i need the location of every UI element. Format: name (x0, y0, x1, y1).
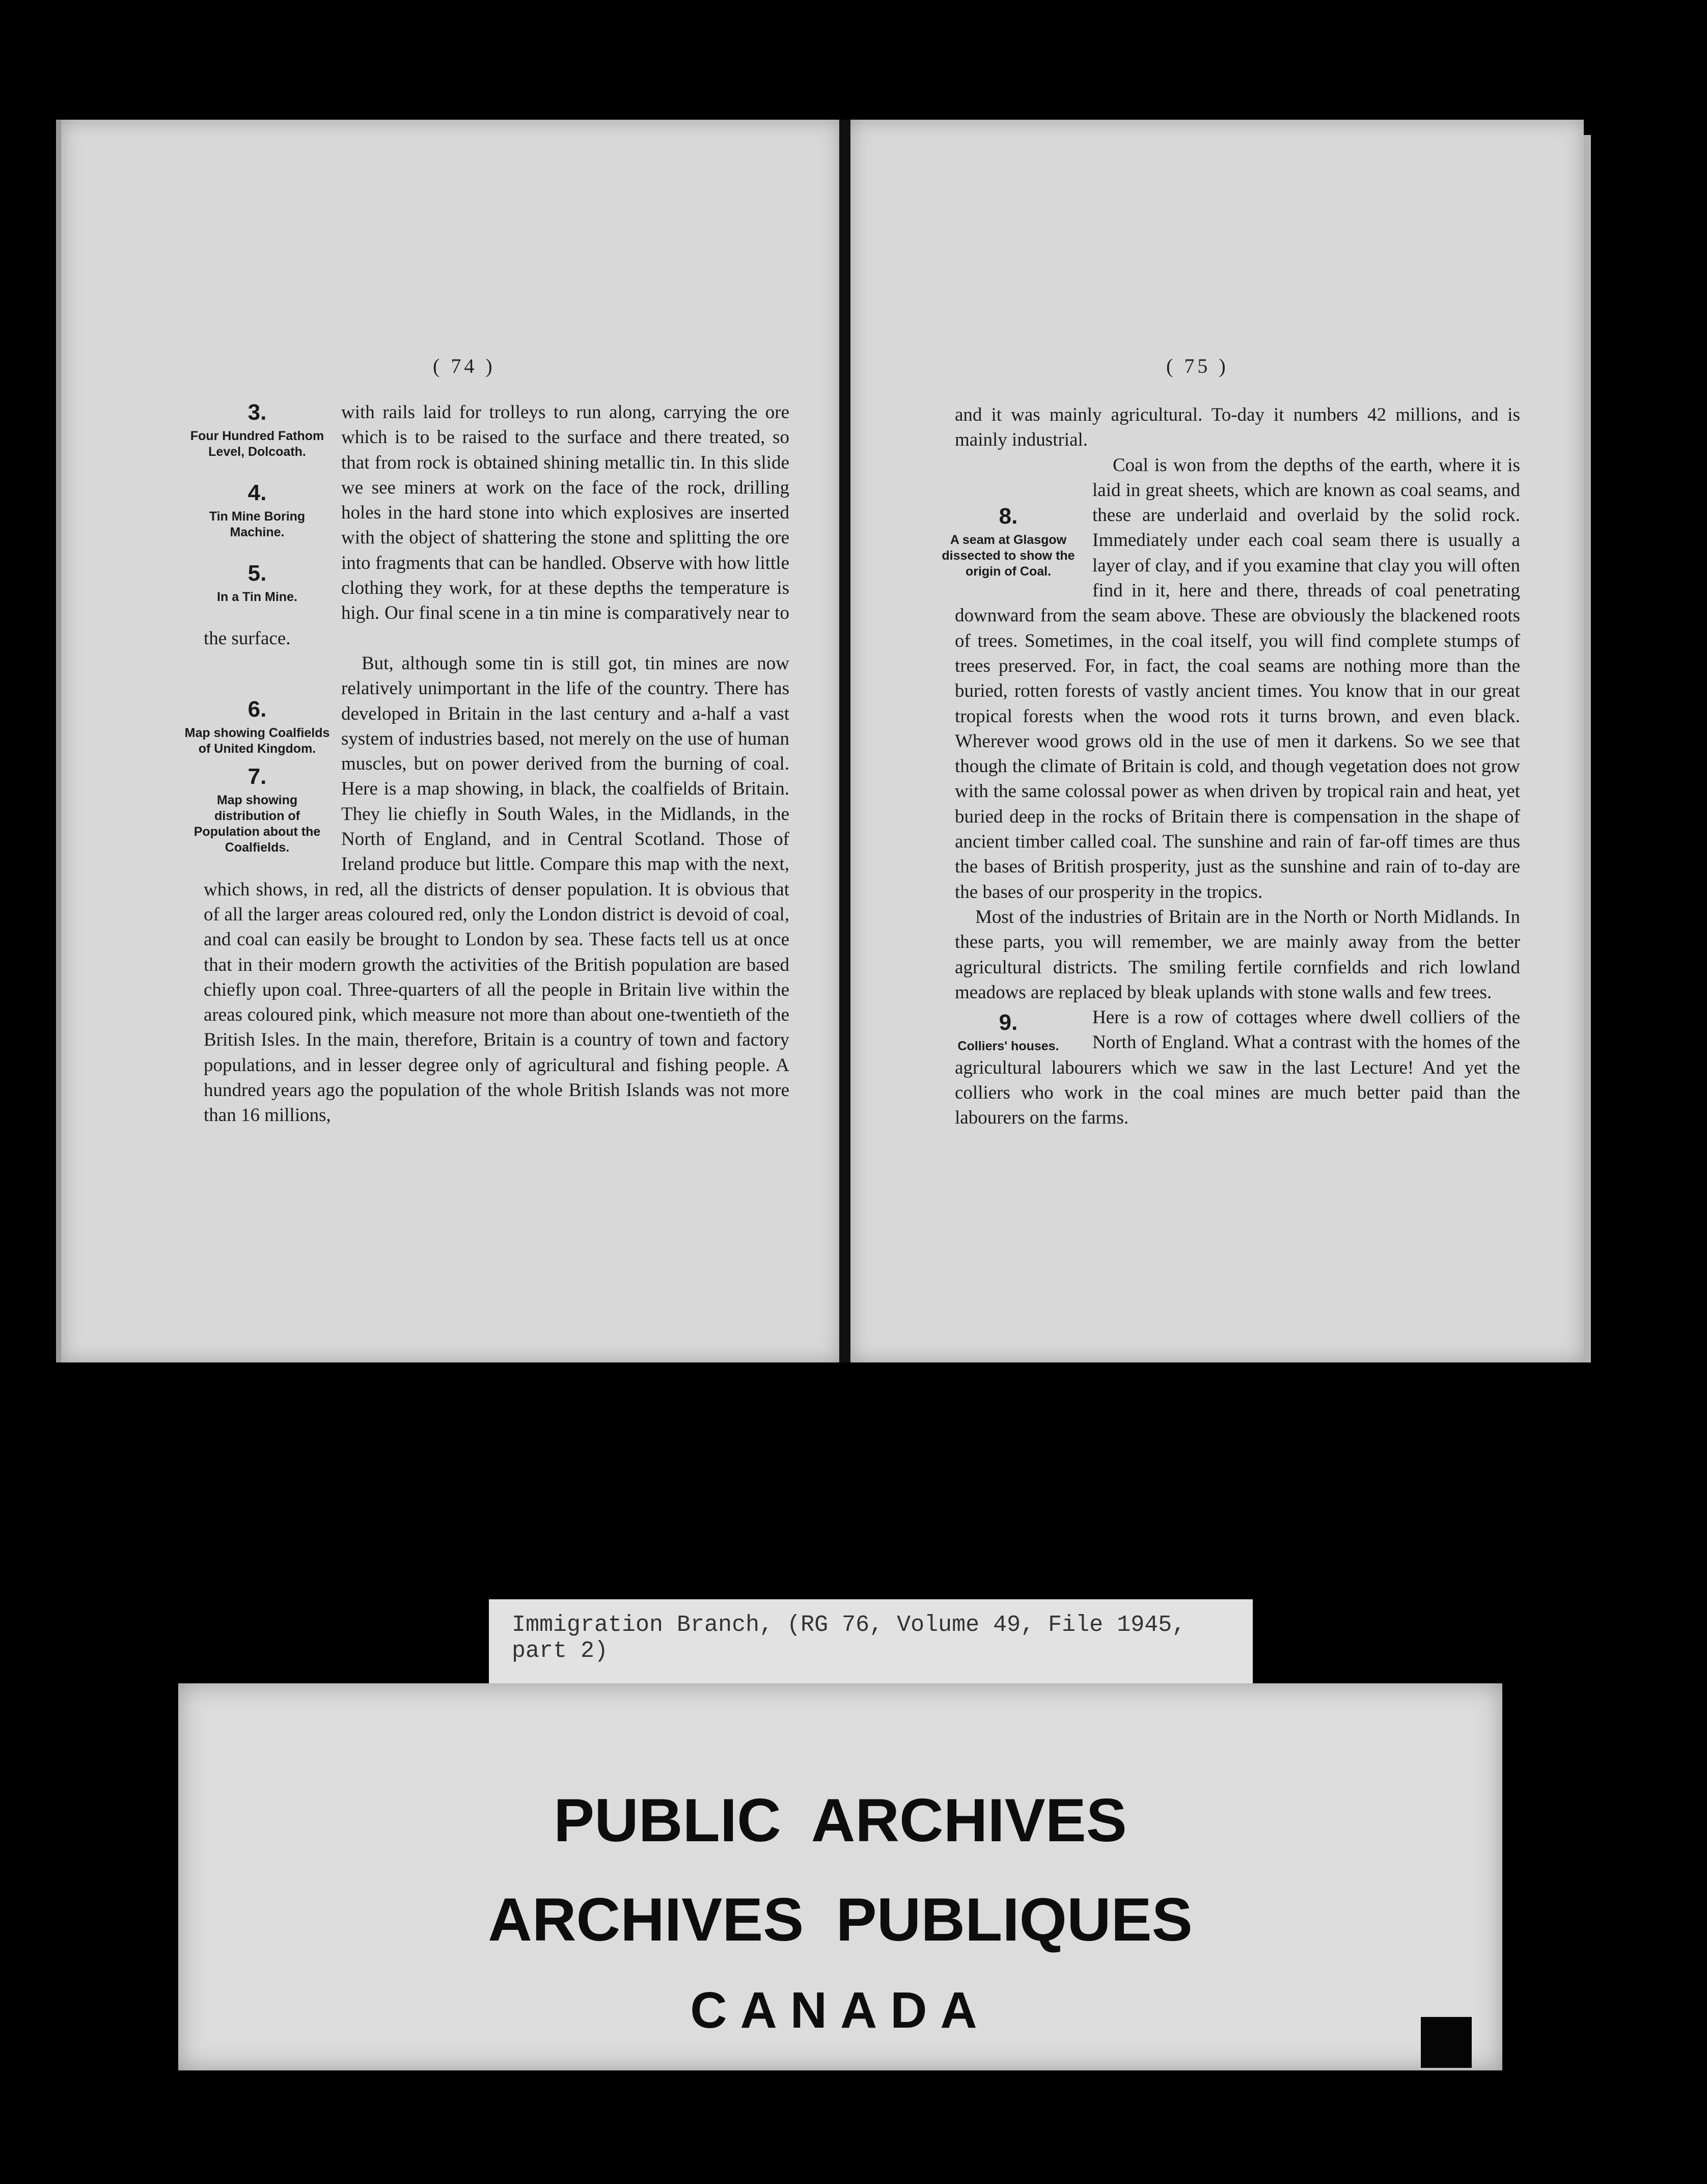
side-note-caption: Map showing Coalfields of United Kingdom. (184, 725, 330, 756)
side-note-8 (934, 504, 1082, 580)
side-note-number: 3. (247, 400, 267, 425)
archive-reference-text: Immigration Branch, (RG 76, Volume 49, File 1945, part 2) (512, 1612, 1186, 1664)
left-page (61, 120, 840, 1362)
archive-stamp-card (178, 1683, 1502, 2070)
right-page (850, 120, 1584, 1362)
right-page-text (942, 402, 1520, 1131)
paragraph: with rails laid for trolleys to run along, carrying the ore which is to be raised to the surface and there treated, so that from rock is obtained shining metallic tin. In this slide we see miners at work on the face of the rock, drilling holes in the hard stone into which explosives are inserted with the object of shattering the stone and splitting the ore into fragments that can be handled. Observe with how little clothing they work, for at these depths the temperature is high. Our final scene in a tin mine is comparatively near to the surface. (204, 402, 789, 649)
right-page-edge (1584, 135, 1591, 1362)
side-note-caption: Map showing distribution of Population about the Coalfields. (194, 793, 321, 855)
archive-title-fr: ARCHIVES PUBLIQUES (488, 1886, 1193, 1954)
side-note-caption: In a Tin Mine. (217, 590, 297, 604)
side-note-number: 4. (247, 480, 267, 505)
side-note-number: 7. (247, 763, 267, 789)
side-note-3 (183, 400, 331, 605)
side-note-number: 8. (999, 503, 1018, 529)
paragraph: and it was mainly agricultural. To-day it numbers 42 millions, and is mainly industrial. (955, 404, 1520, 451)
page-number: ( 74 ) (433, 354, 495, 377)
side-note-6 (183, 697, 331, 856)
paragraph: Coal is won from the depths of the earth, where it is laid in great sheets, which are known as coal seams, and these are underlaid and overlaid by the solid rock. Immediately under each coal seam there is usually a layer of clay, and if you examine that clay you will often find in it, here and there, threads of coal penetrating downward from the seam above. These are obviously the blackened roots of trees. Sometimes, in the coal itself, you will find complete stumps of trees preserved. For, in fact, the coal seams are nothing more than the buried, rotten forests of vastly ancient times. You know that in our great tropical forests when the wood rots it turns brown, and even black. Wherever wood grows old in the use of men it darkens. So we see that though the climate of Britain is cold, and though vegetation does not grow with the same colossal power as when driven by tropical rain and heat, yet buried deep in the rocks of Britain there is compensation in the shape of ancient timber called coal. The sunshine and rain of far-off times are thus the bases of British prosperity, just as the sunshine and rain of to-day are the bases of our prosperity in the tropics. (955, 454, 1520, 903)
side-note-9 (934, 1010, 1082, 1054)
side-note-number: 6. (247, 696, 267, 722)
paragraph: But, although some tin is still got, tin mines are now relatively unimportant in the life of the country. There has developed in Britain in the last century and a-half a vast system of industries based, not merely on the use of human muscles, but on power derived from the burning of coal. Here is a map showing, in black, the coalfields of Britain. They lie chiefly in South Wales, in the Midlands, in the North of England, and in Central Scotland. Those of Ireland produce but little. Compare this map with the next, which shows, in red, all the districts of denser population. It is obvious that of all the larger areas coloured red, only the London district is devoid of coal, and coal can easily be brought to London by sea. These facts tell us at once that in their modern growth the activities of the British population are based chiefly upon coal. Three-quarters of all the people in Britain live within the areas coloured pink, which measure not more than about one-twentieth of the British Isles. In the main, therefore, Britain is a country of town and factory populations, and in lesser degree only of agricultural and fishing people. A hundred years ago the population of the whole British Islands was not more than 16 millions, (204, 652, 789, 1126)
paragraph: Here is a row of cottages where dwell colliers of the North of England. What a contrast with the homes of the agricultural labourers which we saw in the last Lecture! And yet the colliers who work in the coal mines are much better paid than the labourers on the farms. (955, 1007, 1520, 1129)
side-note-number: 9. (999, 1010, 1018, 1035)
archive-title-en: PUBLIC ARCHIVES (554, 1786, 1127, 1854)
page-number: ( 75 ) (1166, 354, 1229, 377)
book-gutter (839, 120, 850, 1362)
corner-block (1421, 2017, 1472, 2068)
archive-country: CANADA (690, 1982, 990, 2039)
side-note-caption: Four Hundred Fathom Level, Dolcoath. (190, 429, 324, 459)
paragraph: Most of the industries of Britain are in the North or North Midlands. In these parts, you will remember, we are mainly away from the better agricultural districts. The smiling fertile cornfields and rich lowland meadows are replaced by bleak uplands with stone walls and few trees. (955, 906, 1520, 1003)
side-note-caption: A seam at Glasgow dissected to show the origin of Coal. (942, 532, 1075, 579)
side-note-caption: Colliers' houses. (957, 1039, 1059, 1054)
side-note-number: 5. (247, 561, 267, 586)
side-note-caption: Tin Mine Boring Machine. (209, 509, 306, 539)
left-page-text (184, 400, 789, 1128)
